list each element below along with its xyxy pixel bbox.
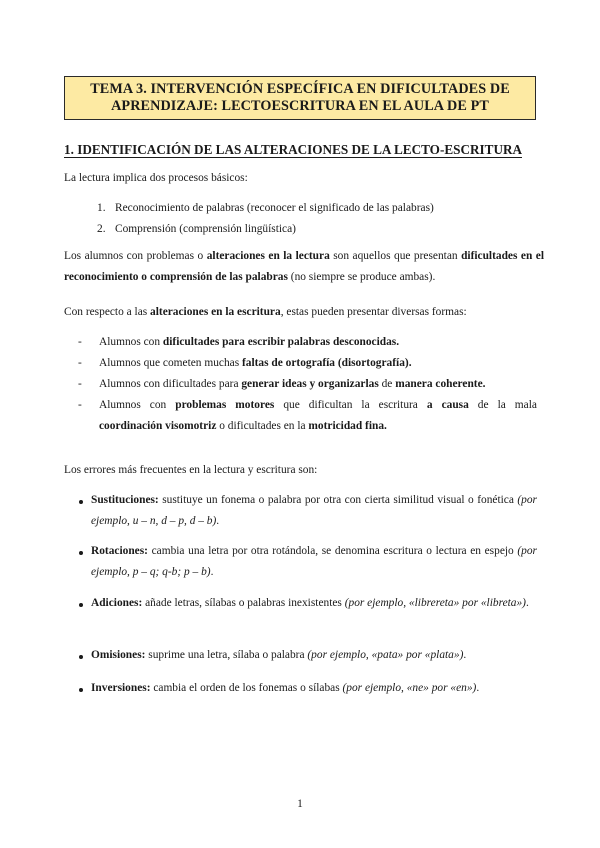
writing-item: Alumnos con dificultades para escribir palabras desconocidas. [99,336,400,348]
bullet-dot [79,603,83,607]
topic-title-box [64,76,536,120]
error-item-sustituciones: Sustituciones: sustituye un fonema o palabra por otra con cierta similitud visual o fonética (por ejemplo, u – n, d – p, d – b). [91,494,537,527]
reading-alterations-paragraph: Los alumnos con problemas o alteraciones en la lectura son aquellos que presentan dificultades en el reconocimiento o comprensión de las palabras (no siempre se produce ambas). [64,250,544,283]
page-number: 1 [297,798,303,810]
writing-item-continuation: coordinación visomotriz o dificultades en la motricidad fina. [99,420,387,432]
bullet-dot [79,688,83,692]
process-item: Reconocimiento de palabras (reconocer el significado de las palabras) [115,202,434,214]
error-item-rotaciones: Rotaciones: cambia una letra por otra rotándola, se denomina escritura o lectura en espejo (por ejemplo, p – q; q-b; p – b). [91,545,537,578]
error-item-adiciones: Adiciones: añade letras, sílabas o palabras inexistentes (por ejemplo, «librereta» por «libreta»). [91,597,529,609]
process-number: 1. [97,202,106,214]
topic-title-line1: TEMA 3. INTERVENCIÓN ESPECÍFICA EN DIFICULTADES DE [90,81,510,97]
error-item-inversiones: Inversiones: cambia el orden de los fonemas o sílabas (por ejemplo, «ne» por «en»). [91,682,480,694]
intro-text: La lectura implica dos procesos básicos: [64,172,248,184]
errors-intro: Los errores más frecuentes en la lectura y escritura son: [64,464,318,476]
writing-alterations-intro: Con respecto a las alteraciones en la escritura, estas pueden presentar diversas formas: [64,306,467,318]
bullet-dot [79,551,83,555]
dash-marker: - [78,378,82,390]
dash-marker: - [78,357,82,369]
bullet-dot [79,655,83,659]
process-number: 2. [97,223,106,235]
dash-marker: - [78,336,82,348]
topic-title-line2: APRENDIZAJE: LECTOESCRITURA EN EL AULA DE PT [111,98,489,114]
error-item-omisiones: Omisiones: suprime una letra, sílaba o palabra (por ejemplo, «pata» por «plata»). [91,649,467,661]
process-item: Comprensión (comprensión lingüística) [115,223,296,235]
writing-item: Alumnos con problemas motores que dificultan la escritura a causa de la mala [99,399,537,411]
dash-marker: - [78,399,82,411]
writing-item: Alumnos que cometen muchas faltas de ortografía (disortografía). [99,357,412,369]
writing-item: Alumnos con dificultades para generar ideas y organizarlas de manera coherente. [99,378,486,390]
bullet-dot [79,500,83,504]
section-heading: 1. IDENTIFICACIÓN DE LAS ALTERACIONES DE LA LECTO-ESCRITURA [64,142,523,157]
